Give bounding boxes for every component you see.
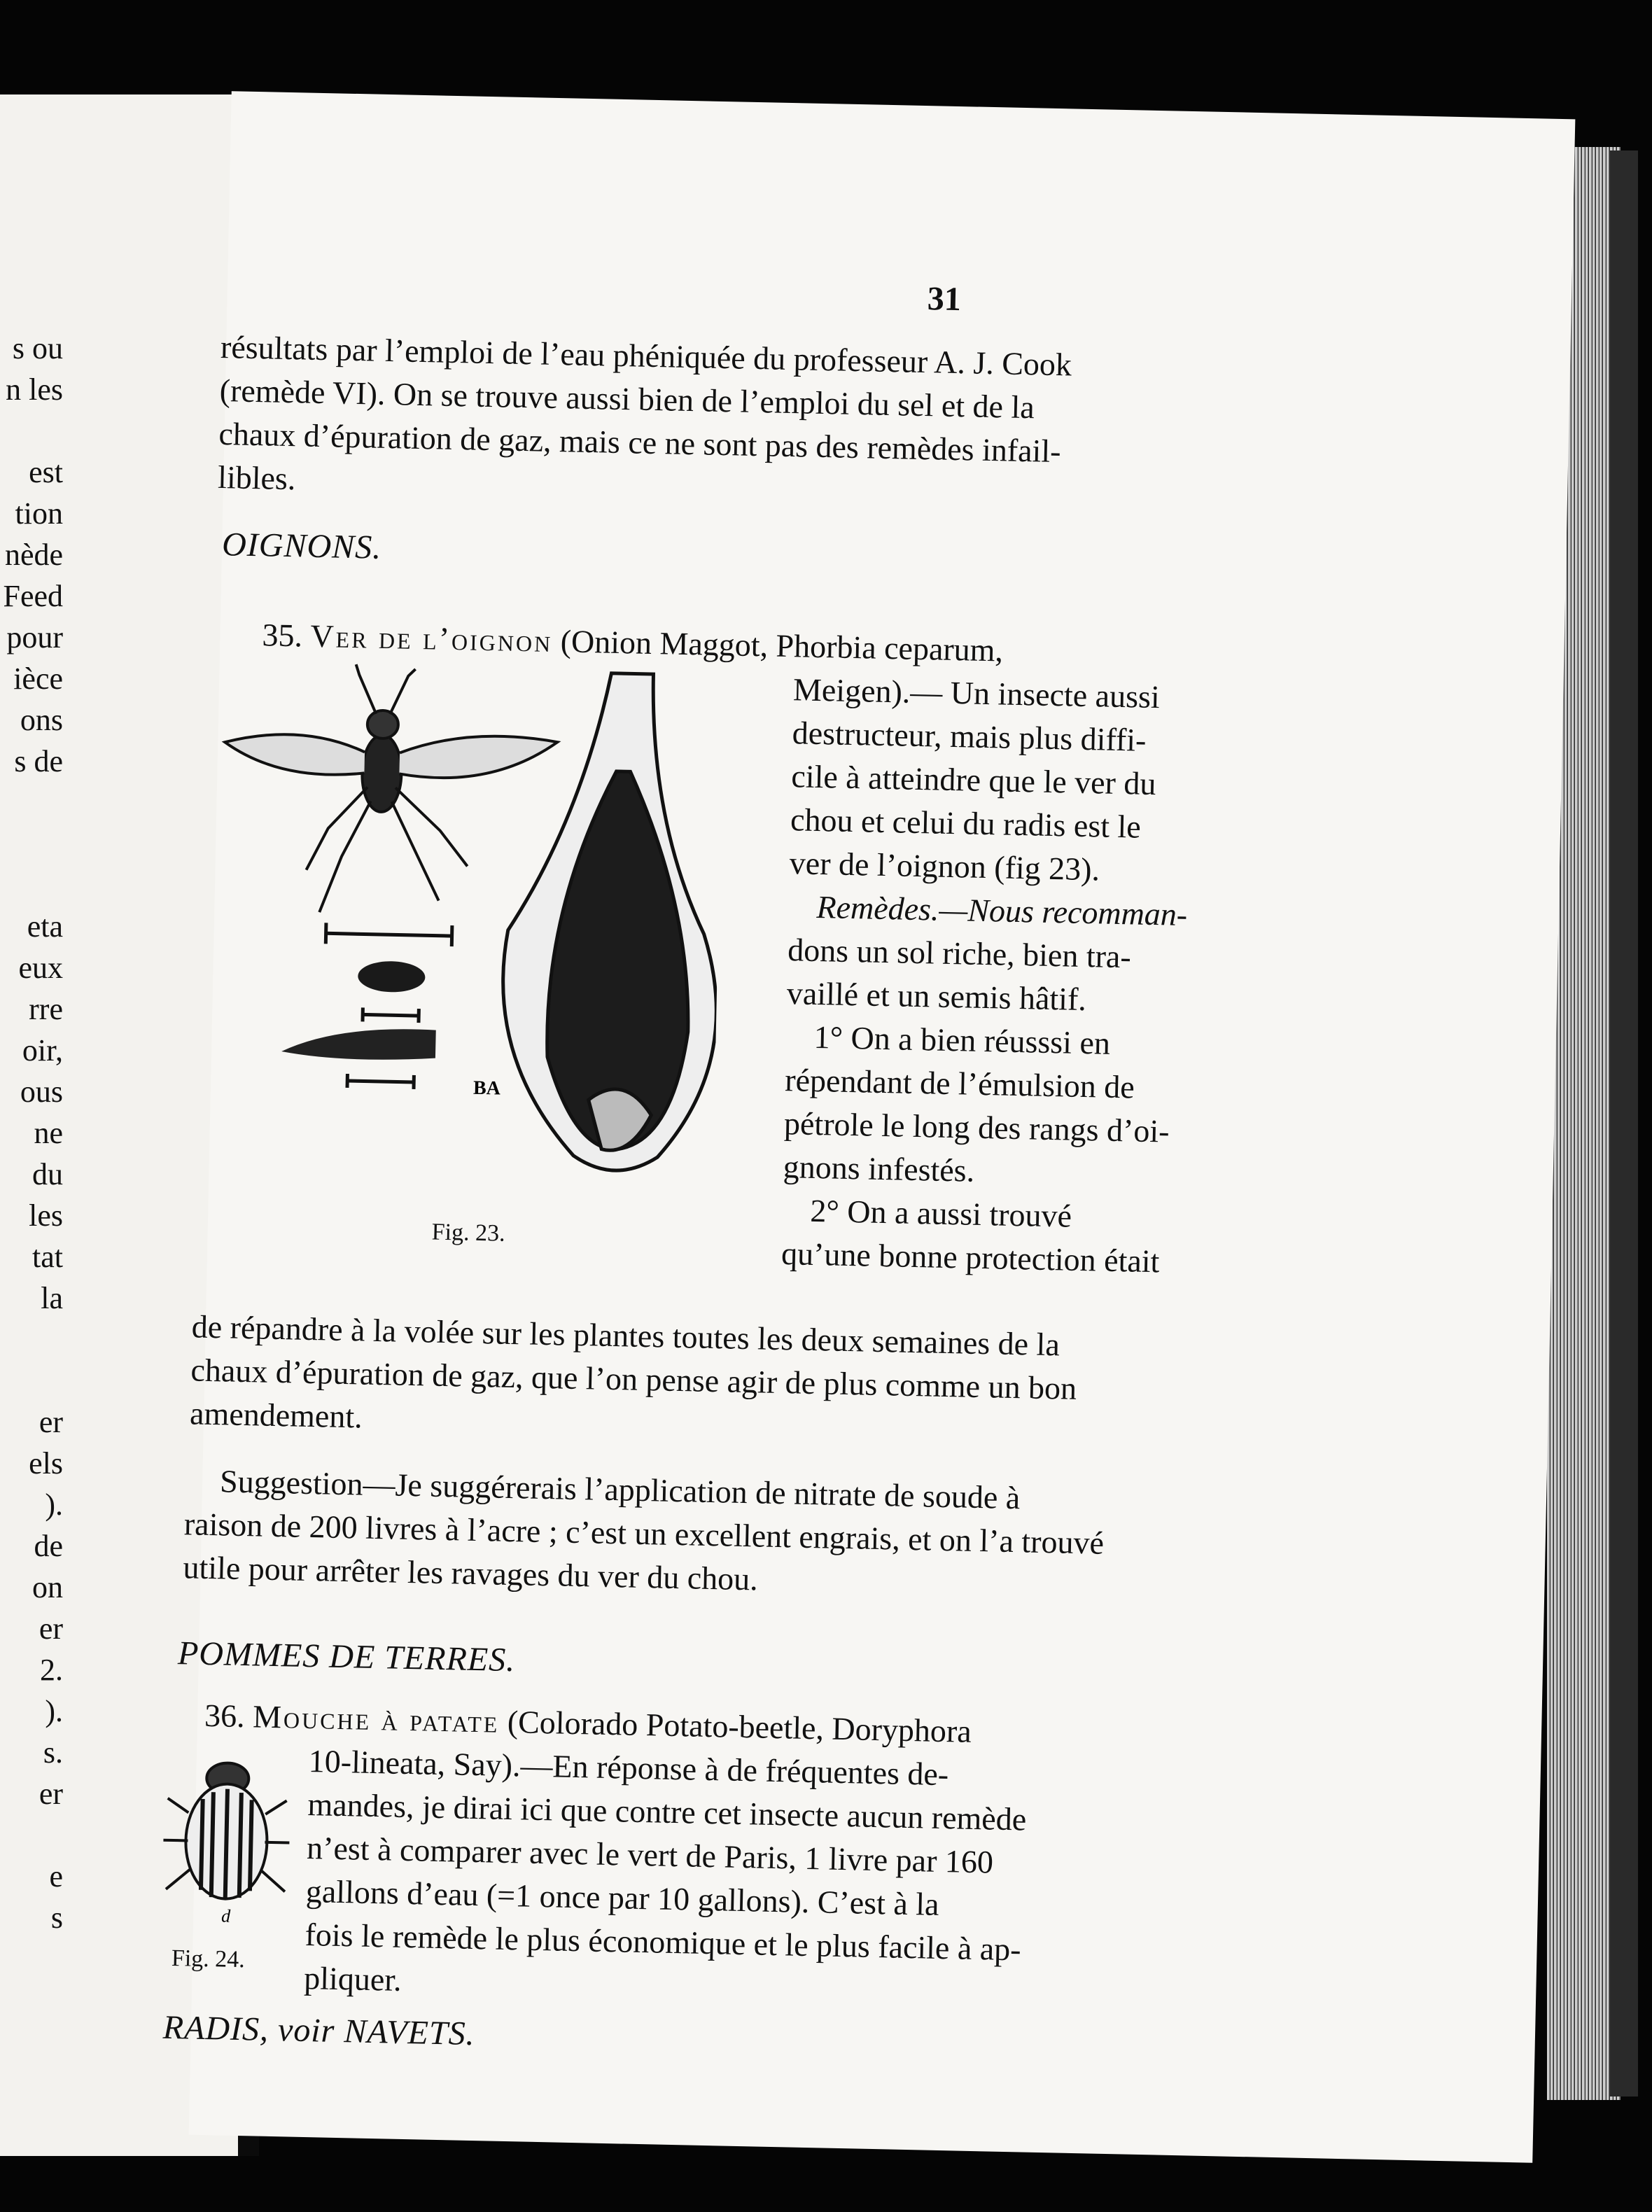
figure-23-illustration [208, 658, 723, 1214]
intro-line: (remède VI). On se trouve aussi bien de l’emploi du sel et de la [219, 372, 1035, 426]
figure-24-illustration [158, 1749, 295, 1927]
item-36-text-line: gallons d’eau (=1 once par 10 gallons). C’est à la [305, 1873, 940, 1922]
left-page-line: ons [20, 703, 63, 737]
figure-marker: BA [472, 1077, 501, 1100]
intro-line: chaux d’épuration de gaz, mais ce ne sont pas des remèdes infail- [218, 415, 1062, 470]
left-page-line: les [29, 1198, 63, 1233]
left-page-line: tat [32, 1240, 63, 1274]
left-page-line: la [41, 1281, 63, 1315]
figure-24-caption: Fig. 24. [171, 1945, 246, 1973]
left-page-line: s [50, 1900, 63, 1935]
item-35-full-line: chaux d’épuration de gaz, que l’on pense agir de plus comme un bon [190, 1352, 1077, 1406]
item-35-text-line: destructeur, mais plus diffi- [792, 715, 1147, 758]
pupa-icon [358, 960, 426, 993]
intro-line: libles. [217, 458, 296, 497]
item-35-remedies-line: Remèdes.—Nous recomman- [816, 888, 1188, 933]
item-35-text-line: cile à atteindre que le ver du [790, 758, 1156, 802]
item-36-number: 36. [204, 1697, 246, 1735]
left-page-line: de [34, 1529, 63, 1563]
left-page-line: pour [6, 620, 63, 654]
item-35-text-line: vaillé et un semis hâtif. [786, 975, 1087, 1018]
left-page-line: 2. [40, 1653, 63, 1687]
item-35-text-line: chou et celui du radis est le [790, 802, 1142, 845]
item-35-number: 35. [261, 617, 303, 654]
intro-paragraph [218, 326, 1222, 520]
page-number: 31 [927, 280, 962, 318]
left-page-line: els [29, 1446, 63, 1480]
section-heading-oignons: OIGNONS. [221, 526, 382, 566]
figure-24-marker: d [220, 1905, 231, 1926]
item-35-text-line: 1° On a bien réusssi en [813, 1018, 1111, 1061]
item-35-text-line: gnons infestés. [783, 1149, 975, 1189]
item-35-text-line: 2° On a aussi trouvé [809, 1192, 1072, 1234]
figure-23-caption: Fig. 23. [431, 1219, 505, 1247]
item-36-text-line: (Colorado Potato-beetle, Doryphora [507, 1703, 972, 1749]
item-35-text-line: pétrole le long des rangs d’oi- [783, 1105, 1170, 1149]
suggestion-line: raison de 200 livres à l’acre ; c’est un excellent engrais, et on l’a trouvé [183, 1506, 1105, 1561]
left-page-line: er [38, 1777, 63, 1811]
left-page-line: s ou [12, 331, 63, 365]
left-page-line: nède [4, 538, 63, 572]
potato-beetle-icon [162, 1762, 291, 1900]
suggestion-line: utile pour arrêter les ravages du ver du chou. [183, 1549, 759, 1597]
left-page-line: ). [45, 1488, 63, 1522]
left-page-line: n les [6, 372, 63, 407]
item-36-title: Mouche à patate [252, 1698, 500, 1740]
item-35-full-width [190, 1305, 1200, 1456]
item-36-text-line: mandes, je dirai ici que contre cet insecte aucun remède [307, 1786, 1027, 1837]
item-36-text-line: fois le remède le plus économique et le plus facile à ap- [304, 1916, 1022, 1968]
item-35-text-line: dons un sol riche, bien tra- [787, 932, 1132, 975]
left-page-line: er [38, 1405, 63, 1439]
left-page-line: s de [14, 744, 63, 778]
left-page-line: ièce [13, 662, 63, 696]
left-page-line: du [32, 1157, 63, 1191]
left-page-line: tion [15, 496, 63, 531]
left-page-line: est [29, 455, 63, 489]
main-page [162, 91, 1576, 2163]
suggestion-paragraph [183, 1459, 1194, 1610]
item-35-text-line: qu’une bonne protection était [780, 1236, 1160, 1280]
suggestion-line: Suggestion—Je suggérerais l’application de nitrate de soude à [219, 1463, 1021, 1516]
item-35-full-line: amendement. [189, 1395, 363, 1435]
left-page-line: s. [43, 1735, 63, 1770]
scale-bars [323, 923, 452, 1090]
item-35-column [781, 668, 1228, 1284]
left-page-line: ne [34, 1116, 63, 1150]
item-35-text-line: ver de l’oignon (fig 23). [789, 845, 1100, 888]
section-heading-pommes: POMMES DE TERRES. [177, 1634, 516, 1679]
left-page-line: eux [18, 951, 63, 985]
onion-fly-icon [221, 662, 559, 917]
left-page-line: e [49, 1859, 63, 1893]
left-page-line: Feed [3, 579, 63, 613]
larva-icon [281, 1026, 436, 1060]
left-page-line: er [38, 1611, 63, 1646]
item-36-text-line: 10-lineata, Say).—En réponse à de fréquentes de- [308, 1743, 949, 1793]
left-page-line: on [32, 1570, 63, 1604]
item-35-full-line: de répandre à la volée sur les plantes toutes les deux semaines de la [191, 1308, 1060, 1363]
left-page-line: ). [45, 1694, 63, 1728]
left-page-line: ous [20, 1074, 63, 1109]
item-35-text-line: Meigen).— Un insecte aussi [792, 671, 1161, 715]
section-heading-radis: RADIS, voir NAVETS. [162, 2008, 476, 2053]
item-36-text-line: n’est à comparer avec le vert de Paris, 1 livre par 160 [306, 1830, 994, 1880]
left-page-line: rre [29, 992, 63, 1026]
left-page-line: eta [27, 909, 63, 944]
intro-line: résultats par l’emploi de l’eau phéniquée du professeur A. J. Cook [220, 328, 1072, 383]
left-page-line: oir, [22, 1033, 63, 1068]
page-edge-shadow [1610, 150, 1638, 2096]
item-36-column [304, 1740, 1184, 2018]
item-35-text-line: (Onion Maggot, Phorbia ceparum, [560, 623, 1004, 668]
item-35-title: Ver de l’oignon [309, 617, 553, 659]
item-36-text-line: pliquer. [303, 1959, 402, 1998]
item-35-text-line: répendant de l’émulsion de [784, 1062, 1135, 1105]
